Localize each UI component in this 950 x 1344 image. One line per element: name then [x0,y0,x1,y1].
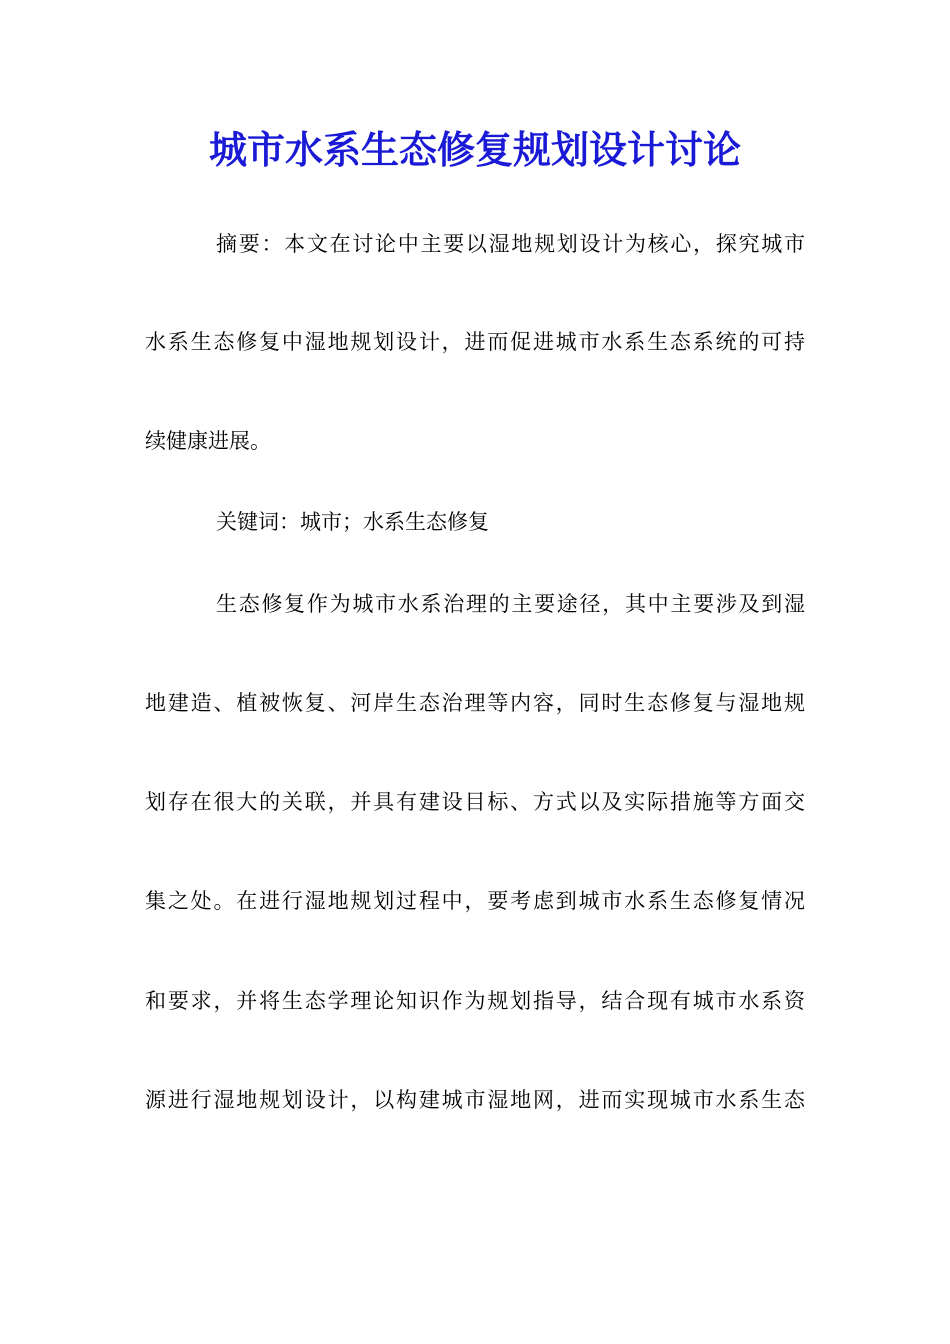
body-line-4: 集之处。在进行湿地规划过程中，要考虑到城市水系生态修复情况 [145,889,805,913]
abstract-line-2: 水系生态修复中湿地规划设计，进而促进城市水系生态系统的可持 [145,330,805,354]
body-line-6: 源进行湿地规划设计，以构建城市湿地网，进而实现城市水系生态 [145,1088,805,1112]
body-line-3: 划存在很大的关联，并具有建设目标、方式以及实际措施等方面交 [145,790,805,814]
keywords-line: 关键词：城市；水系生态修复 [216,510,489,534]
body-line-1: 生态修复作为城市水系治理的主要途径，其中主要涉及到湿 [216,592,805,616]
abstract-line-3: 续健康进展。 [145,429,271,453]
document-title: 城市水系生态修复规划设计讨论 [208,127,741,172]
abstract-line-1: 摘要：本文在讨论中主要以湿地规划设计为核心，探究城市 [216,232,805,256]
body-line-5: 和要求，并将生态学理论知识作为规划指导，结合现有城市水系资 [145,989,805,1013]
body-line-2: 地建造、植被恢复、河岸生态治理等内容，同时生态修复与湿地规 [145,691,805,715]
